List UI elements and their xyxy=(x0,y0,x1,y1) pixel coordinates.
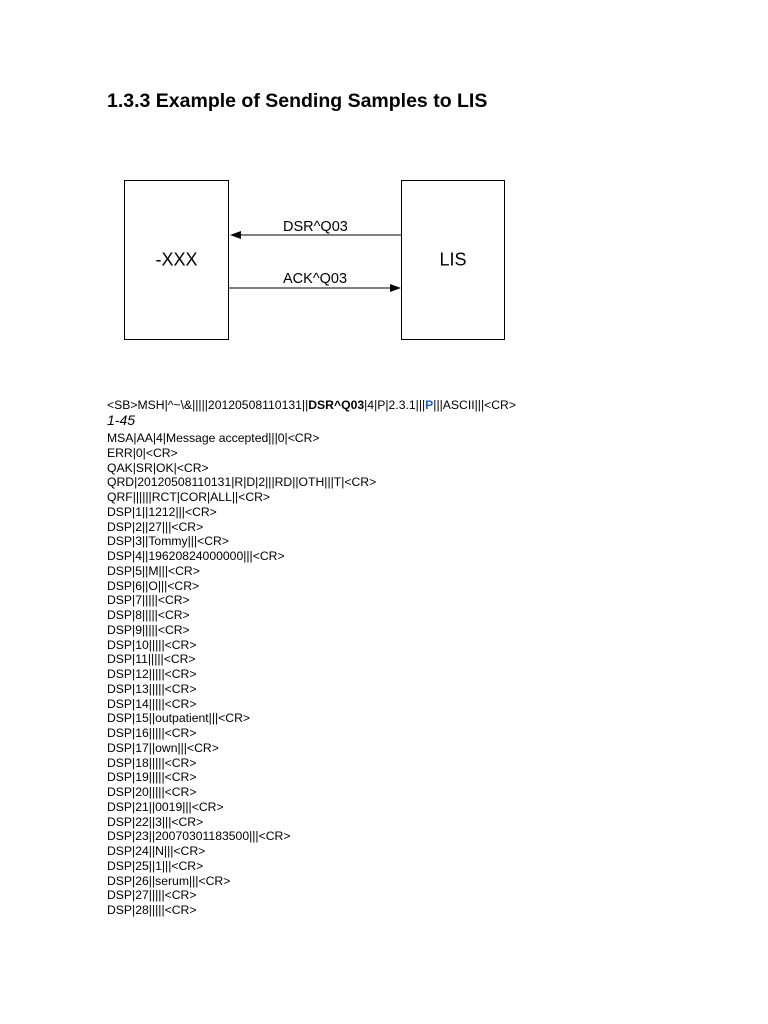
msh-message-type: DSR^Q03 xyxy=(308,398,365,412)
message-segment-line: DSP|2||27|||<CR> xyxy=(107,519,204,534)
message-segment-line: DSP|4||19620824000000|||<CR> xyxy=(107,549,285,563)
message-segment-list xyxy=(107,431,376,918)
message-segment-line: DSP|23||20070301183500|||<CR> xyxy=(107,829,291,844)
message-segment-line: DSP|21||0019|||<CR> xyxy=(107,799,224,814)
ack-arrow-head xyxy=(390,284,401,292)
message-segment-line: DSP|14|||||<CR> xyxy=(107,696,197,711)
message-segment-line: DSP|13|||||<CR> xyxy=(107,681,197,696)
message-segment-line: DSP|19|||||<CR> xyxy=(107,770,197,785)
msh-part-1: <SB>MSH|^~\&|||||20120508110131|| xyxy=(107,398,309,412)
msh-segment xyxy=(107,398,516,413)
message-segment-line: DSP|16|||||<CR> xyxy=(107,726,197,740)
message-segment-line: MSA|AA|4|Message accepted|||0|<CR> xyxy=(107,431,320,445)
ack-arrow-label: ACK^Q03 xyxy=(283,271,348,287)
message-segment-line: DSP|20|||||<CR> xyxy=(107,785,197,799)
message-segment-line: DSP|11|||||<CR> xyxy=(107,652,196,667)
message-segment-line: DSP|15||outpatient|||<CR> xyxy=(107,711,250,726)
message-segment-line: DSP|27|||||<CR> xyxy=(107,888,197,903)
message-segment-line: DSP|1||1212|||<CR> xyxy=(107,504,217,519)
message-segment-line: DSP|28|||||<CR> xyxy=(107,903,197,917)
message-segment-line: DSP|10|||||<CR> xyxy=(107,637,197,652)
msh-part-5: |||ASCII|||<CR> xyxy=(433,398,516,412)
message-segment-line: DSP|18|||||<CR> xyxy=(107,755,197,770)
lis-label: LIS xyxy=(439,249,467,270)
left-system-label: -XXX xyxy=(155,249,198,270)
message-segment-line: DSP|26||serum|||<CR> xyxy=(107,873,231,888)
message-segment-line: DSP|7|||||<CR> xyxy=(107,593,190,608)
message-segment-line: DSP|8|||||<CR> xyxy=(107,608,190,622)
page-reference: 1-45 xyxy=(107,412,136,428)
dsr-arrow-head xyxy=(230,231,241,239)
message-segment-line: QAK|SR|OK|<CR> xyxy=(107,460,209,475)
message-segment-line: QRF||||||RCT|COR|ALL||<CR> xyxy=(107,490,271,504)
msh-part-3: |4|P|2.3.1||| xyxy=(364,398,426,412)
message-segment-line: DSP|6||O|||<CR> xyxy=(107,578,200,593)
message-segment-line: ERR|0|<CR> xyxy=(107,445,178,460)
message-segment-line: DSP|3||Tommy|||<CR> xyxy=(107,534,229,549)
message-segment-line: DSP|17||own|||<CR> xyxy=(107,740,219,755)
message-segment-line: DSP|9|||||<CR> xyxy=(107,622,190,637)
page-title: 1.3.3 Example of Sending Samples to LIS xyxy=(107,90,488,112)
message-segment-line: QRD|20120508110131|R|D|2|||RD||OTH|||T|<CR> xyxy=(107,475,377,490)
message-segment-line: DSP|24||N|||<CR> xyxy=(107,844,206,858)
message-segment-line: DSP|5||M|||<CR> xyxy=(107,563,200,578)
message-segment-line: DSP|12|||||<CR> xyxy=(107,667,197,681)
msh-highlight: P xyxy=(425,398,434,412)
message-segment-line: DSP|25||1|||<CR> xyxy=(107,858,204,873)
message-segment-line: DSP|22||3|||<CR> xyxy=(107,814,204,829)
dsr-arrow-label: DSR^Q03 xyxy=(283,219,348,235)
